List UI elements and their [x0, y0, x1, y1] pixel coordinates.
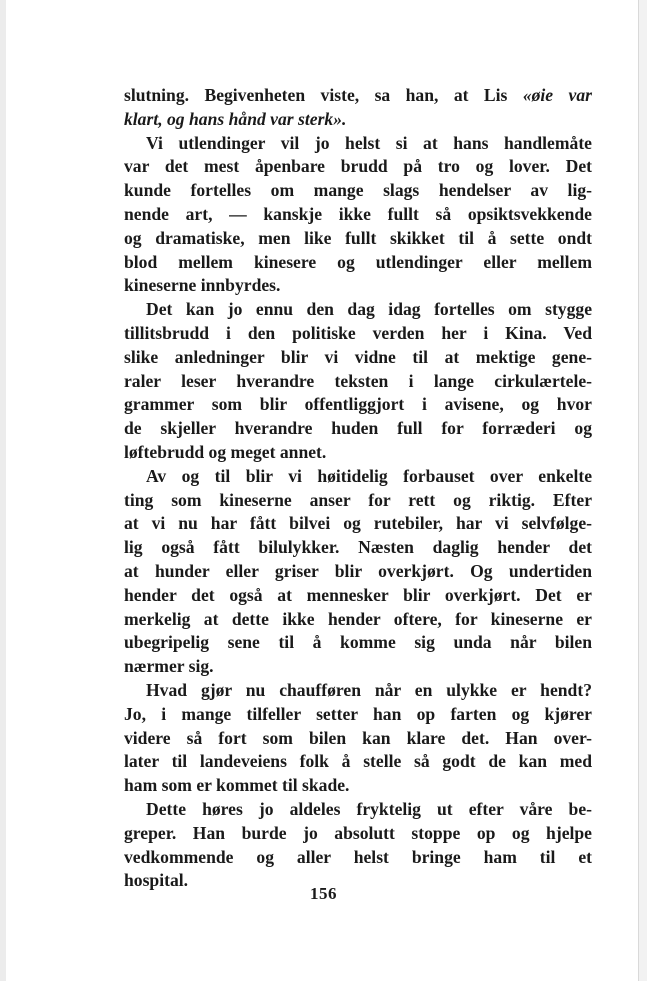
- paragraph-3: [124, 298, 592, 465]
- text-line: hospital.: [124, 870, 189, 891]
- text-line: at hunder eller griser blir overkjørt. Og undertiden: [124, 560, 592, 581]
- italic-quote: «øie var: [522, 85, 592, 105]
- text-line: at vi nu har fått bilvei og rutebiler, har vi selvfølge-: [124, 513, 592, 534]
- text-line: grammer som blir offentliggjort i avisene, og hvor: [124, 394, 592, 415]
- text-line: Det kan jo ennu den dag idag fortelles om stygge: [146, 299, 592, 320]
- text-line: tillitsbrudd i den politiske verden her i Kina. Ved: [124, 322, 592, 343]
- text-line: hender det også at mennesker blir overkjørt. Det er: [124, 584, 592, 605]
- text-line: videre så fort som bilen kan klare det. Han over-: [124, 727, 592, 748]
- text-line: kineserne innbyrdes.: [124, 275, 281, 296]
- text-line: var det mest åpenbare brudd på tro og lover. Det: [124, 156, 592, 177]
- text-line: merkelig at dette ikke hender oftere, for kineserne er: [124, 608, 592, 629]
- text-line: Vi utlendinger vil jo helst si at hans handlemåte: [146, 132, 592, 153]
- text-line-p1-l2: klart, og hans hånd var sterk».: [124, 108, 347, 129]
- text-line: ham som er kommet til skade.: [124, 775, 350, 796]
- text-line: lig også fått bilulykker. Næsten daglig hender det: [124, 537, 592, 558]
- text-line: ubegripelig sene til å komme sig unda når bilen: [124, 632, 592, 653]
- body-text: [124, 84, 592, 893]
- page-left-edge: [0, 0, 6, 981]
- text-line: vedkommende og aller helst bringe ham til et: [124, 846, 592, 867]
- text-line: Av og til blir vi høitidelig forbauset over enkelte: [146, 465, 592, 486]
- text-line: blod mellem kinesere og utlendinger eller mellem: [124, 251, 592, 272]
- paragraph-4: [124, 465, 592, 679]
- text-line: de skjeller hverandre huden full for forræderi og: [124, 418, 592, 439]
- paragraph-5: [124, 679, 592, 798]
- page-number: 156: [310, 884, 337, 903]
- text-line: og dramatiske, men like fullt skikket til å sette ondt: [124, 227, 592, 248]
- paragraph-2: [124, 132, 592, 299]
- text-line: løftebrudd og meget annet.: [124, 441, 327, 462]
- text-line: kunde fortelles om mange slags hendelser av lig-: [124, 180, 592, 201]
- page-right-edge: [638, 0, 647, 981]
- paragraph-1: [124, 84, 592, 132]
- text-line: nende art, — kanskje ikke fullt så opsiktsvekkende: [124, 203, 592, 224]
- text-line: Hvad gjør nu chaufføren når en ulykke er hendt?: [146, 679, 592, 700]
- text-line: slike anledninger blir vi vidne til at mektige gene-: [124, 346, 592, 367]
- text-line: ting som kineserne anser for rett og riktig. Efter: [124, 489, 592, 510]
- text-line-p1-l1: slutning. Begivenheten viste, sa han, at Lis «øie var: [124, 85, 592, 105]
- text-line: greper. Han burde jo absolutt stoppe op og hjelpe: [124, 822, 592, 843]
- text-line: raler leser hverandre teksten i lange cirkulærtele-: [124, 370, 592, 391]
- text-line: Dette høres jo aldeles fryktelig ut efter våre be-: [146, 798, 592, 819]
- text-line: Jo, i mange tilfeller setter han op farten og kjører: [124, 703, 592, 724]
- text-line: nærmer sig.: [124, 656, 214, 677]
- paragraph-6: [124, 798, 592, 893]
- text-line: later til landeveiens folk å stelle så godt de kan med: [124, 751, 592, 772]
